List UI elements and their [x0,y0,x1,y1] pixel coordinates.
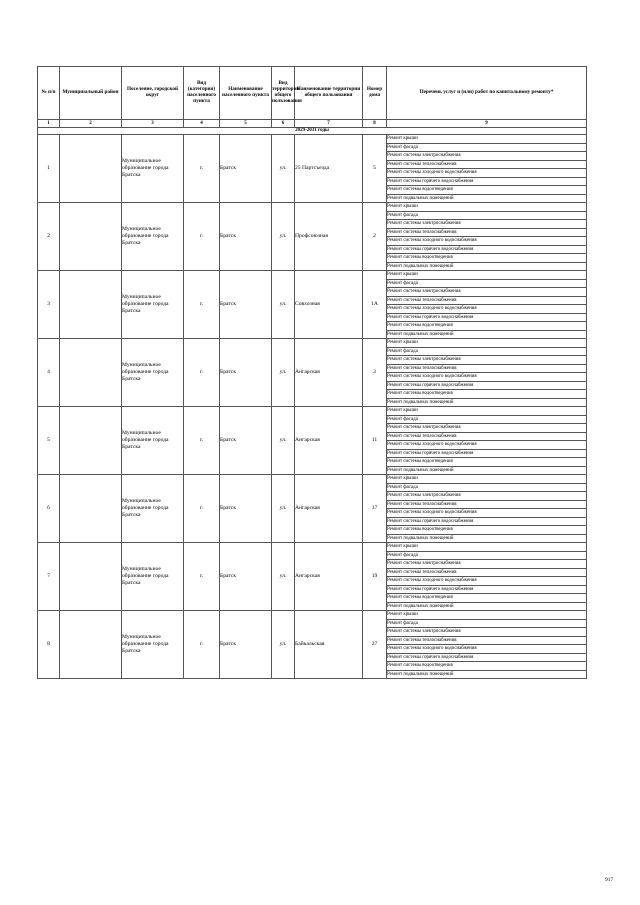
period-label: 2029-2031 годы [38,128,587,135]
settlement-name-cell: Братск [220,407,272,475]
municipality-cell: Муниципальное образование города Братска [122,611,184,679]
territory-kind-cell: ул. [272,203,295,271]
work-item: Ремонт фасада [387,211,587,220]
column-number: 2 [60,120,122,128]
work-item: Ремонт фасада [387,619,587,628]
settlement-kind-cell: г. [184,543,220,611]
district-cell [60,475,122,543]
table-row [38,543,587,552]
row-number: 5 [38,407,60,475]
work-item: Ремонт системы водоотведения [387,526,587,535]
work-item: Ремонт фасада [387,483,587,492]
work-item: Ремонт фасада [387,347,587,356]
row-number: 1 [38,135,60,203]
house-number-cell: 1А [363,271,387,339]
district-cell [60,611,122,679]
work-item: Ремонт системы электроснабжения [387,628,587,637]
work-item: Ремонт фасада [387,143,587,152]
work-item: Ремонт системы электроснабжения [387,560,587,569]
territory-kind-cell: ул. [272,339,295,407]
table-row [38,611,587,620]
row-number: 6 [38,475,60,543]
district-cell [60,135,122,203]
work-item: Ремонт системы холодного водоснабжения [387,577,587,586]
district-cell [60,271,122,339]
work-item: Ремонт системы теплоснабжения [387,500,587,509]
work-item: Ремонт системы холодного водоснабжения [387,645,587,654]
territory-name-cell: Ангарская [295,543,363,611]
work-item: Ремонт системы холодного водоснабжения [387,237,587,246]
municipality-cell: Муниципальное образование города Братска [122,135,184,203]
settlement-name-cell: Братск [220,339,272,407]
work-item: Ремонт системы водоотведения [387,458,587,467]
work-item: Ремонт системы водоотведения [387,390,587,399]
column-number: 8 [363,120,387,128]
work-item: Ремонт подвальных помещений [387,670,587,679]
district-cell [60,339,122,407]
work-item: Ремонт системы теплоснабжения [387,296,587,305]
district-cell [60,543,122,611]
territory-kind-cell: ул. [272,611,295,679]
header-district: Муниципальный район [60,67,122,120]
territory-name-cell: Профсоюзная [295,203,363,271]
work-item: Ремонт подвальных помещений [387,466,587,475]
work-item: Ремонт фасада [387,551,587,560]
row-number: 3 [38,271,60,339]
settlement-kind-cell: г. [184,135,220,203]
work-item: Ремонт подвальных помещений [387,262,587,271]
row-number: 7 [38,543,60,611]
work-item: Ремонт системы холодного водоснабжения [387,509,587,518]
municipality-cell: Муниципальное образование города Братска [122,407,184,475]
territory-name-cell: 25 Партсъезда [295,135,363,203]
territory-name-cell: Байкальская [295,611,363,679]
work-item: Ремонт системы теплоснабжения [387,432,587,441]
settlement-name-cell: Братск [220,543,272,611]
work-item: Ремонт системы горячего водоснабжения [387,177,587,186]
row-number: 8 [38,611,60,679]
territory-kind-cell: ул. [272,475,295,543]
work-item: Ремонт фасада [387,279,587,288]
capital-repair-table [37,66,587,679]
municipality-cell: Муниципальное образование города Братска [122,271,184,339]
work-item: Ремонт крыши [387,407,587,416]
column-number: 4 [184,120,220,128]
work-item: Ремонт системы горячего водоснабжения [387,517,587,526]
work-item: Ремонт системы теплоснабжения [387,636,587,645]
territory-name-cell: Совхозная [295,271,363,339]
work-item: Ремонт системы электроснабжения [387,152,587,161]
settlement-kind-cell: г. [184,611,220,679]
table-row [38,271,587,280]
municipality-cell: Муниципальное образование города Братска [122,339,184,407]
work-item: Ремонт системы теплоснабжения [387,364,587,373]
work-item: Ремонт подвальных помещений [387,602,587,611]
settlement-kind-cell: г. [184,339,220,407]
work-item: Ремонт подвальных помещений [387,398,587,407]
column-number: 9 [387,120,587,128]
work-item: Ремонт системы горячего водоснабжения [387,381,587,390]
municipality-cell: Муниципальное образование города Братска [122,203,184,271]
header-settlement-name: Наименование населенного пункта [220,67,272,120]
table-row [38,407,587,416]
header-row [38,67,587,120]
row-number: 4 [38,339,60,407]
page-number: 917 [605,877,614,883]
house-number-cell: 11 [363,407,387,475]
municipality-cell: Муниципальное образование города Братска [122,475,184,543]
table-body [38,135,587,679]
work-item: Ремонт системы водоотведения [387,662,587,671]
territory-name-cell: Ангарская [295,339,363,407]
territory-kind-cell: ул. [272,543,295,611]
work-item: Ремонт крыши [387,611,587,620]
work-item: Ремонт фасада [387,415,587,424]
work-item: Ремонт подвальных помещений [387,330,587,339]
work-item: Ремонт системы холодного водоснабжения [387,441,587,450]
work-item: Ремонт системы горячего водоснабжения [387,653,587,662]
work-item: Ремонт подвальных помещений [387,194,587,203]
work-item: Ремонт системы холодного водоснабжения [387,373,587,382]
work-item: Ремонт крыши [387,203,587,212]
work-item: Ремонт крыши [387,475,587,484]
column-number-row [38,120,587,128]
table-row [38,475,587,484]
work-item: Ремонт системы теплоснабжения [387,160,587,169]
work-item: Ремонт системы горячего водоснабжения [387,245,587,254]
work-item: Ремонт системы электроснабжения [387,220,587,229]
work-item: Ремонт системы горячего водоснабжения [387,313,587,322]
header-no: № п/п [38,67,60,120]
work-item: Ремонт системы холодного водоснабжения [387,169,587,178]
work-item: Ремонт системы водоотведения [387,254,587,263]
header-works: Перечень услуг и (или) работ по капитальному ремонту* [387,67,587,120]
work-item: Ремонт крыши [387,543,587,552]
header-territory-name: Наименование территории общего пользования [295,67,363,120]
work-item: Ремонт системы электроснабжения [387,356,587,365]
work-item: Ремонт системы электроснабжения [387,424,587,433]
column-number: 1 [38,120,60,128]
work-item: Ремонт крыши [387,135,587,144]
table-row [38,135,587,144]
header-municipality: Поселение, городской округ [122,67,184,120]
work-item: Ремонт крыши [387,339,587,348]
settlement-name-cell: Братск [220,271,272,339]
district-cell [60,407,122,475]
work-item: Ремонт системы горячего водоснабжения [387,449,587,458]
table-row [38,339,587,348]
territory-name-cell: Ангарская [295,407,363,475]
house-number-cell: 19 [363,543,387,611]
work-item: Ремонт системы теплоснабжения [387,228,587,237]
house-number-cell: 3 [363,339,387,407]
settlement-kind-cell: г. [184,475,220,543]
work-item: Ремонт системы водоотведения [387,186,587,195]
work-item: Ремонт системы водоотведения [387,594,587,603]
column-number: 5 [220,120,272,128]
municipality-cell: Муниципальное образование города Братска [122,543,184,611]
settlement-name-cell: Братск [220,611,272,679]
house-number-cell: 17 [363,475,387,543]
work-item: Ремонт крыши [387,271,587,280]
house-number-cell: 2 [363,203,387,271]
house-number-cell: 27 [363,611,387,679]
work-item: Ремонт системы водоотведения [387,322,587,331]
column-number: 6 [272,120,295,128]
header-settlement-kind: Вид (категория) населенного пункта [184,67,220,120]
period-row [38,128,587,135]
settlement-name-cell: Братск [220,135,272,203]
work-item: Ремонт подвальных помещений [387,534,587,543]
header-house-number: Номер дома [363,67,387,120]
district-cell [60,203,122,271]
settlement-kind-cell: г. [184,203,220,271]
work-item: Ремонт системы горячего водоснабжения [387,585,587,594]
column-number: 7 [295,120,363,128]
territory-kind-cell: ул. [272,135,295,203]
header-territory-kind: Вид территории общего пользования [272,67,295,120]
work-item: Ремонт системы теплоснабжения [387,568,587,577]
settlement-name-cell: Братск [220,475,272,543]
row-number: 2 [38,203,60,271]
work-item: Ремонт системы электроснабжения [387,288,587,297]
work-item: Ремонт системы холодного водоснабжения [387,305,587,314]
settlement-kind-cell: г. [184,271,220,339]
settlement-kind-cell: г. [184,407,220,475]
territory-kind-cell: ул. [272,407,295,475]
territory-name-cell: Ангарская [295,475,363,543]
work-item: Ремонт системы электроснабжения [387,492,587,501]
house-number-cell: 5 [363,135,387,203]
territory-kind-cell: ул. [272,271,295,339]
table-row [38,203,587,212]
settlement-name-cell: Братск [220,203,272,271]
column-number: 3 [122,120,184,128]
